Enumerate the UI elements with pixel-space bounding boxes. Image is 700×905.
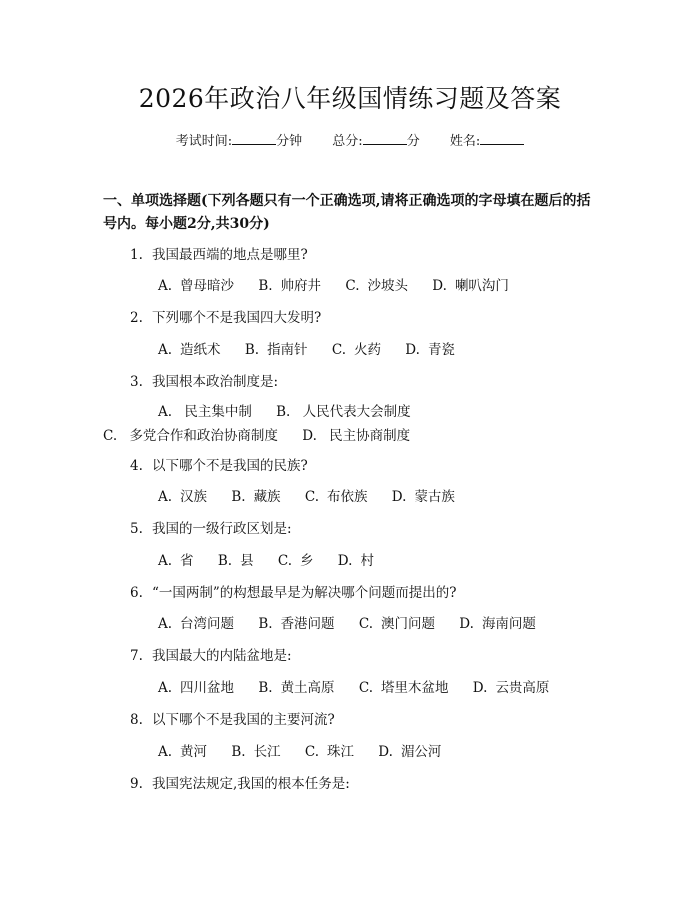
question — [130, 456, 308, 476]
option-b: B. 帅府井 — [258, 278, 322, 294]
question — [130, 774, 350, 794]
name-blank — [480, 132, 524, 145]
option-a: A. 民主集中制 — [158, 404, 252, 420]
option-a: A. 省 — [158, 553, 194, 569]
option-a: A. 台湾问题 — [158, 616, 235, 632]
option-b: B. 香港问题 — [258, 616, 335, 632]
question — [130, 245, 308, 265]
option-c: C. 澳门问题 — [358, 616, 435, 632]
option-d: D. 海南问题 — [459, 616, 536, 632]
question-number: 5. — [130, 521, 143, 537]
question-number: 8. — [130, 712, 143, 728]
score-unit: 分 — [406, 134, 420, 149]
question — [130, 646, 292, 666]
question-text: 以下哪个不是我国的民族? — [152, 458, 308, 474]
time-blank — [232, 132, 276, 145]
section-heading: 一、单项选择题(下列各题只有一个正确选项,请将正确选项的字母填在题后的括号内。每小题2分,共30分) — [103, 193, 591, 232]
option-d: D. 云贵高原 — [472, 680, 550, 696]
question — [130, 519, 292, 539]
question-text: “一国两制”的构想最早是为解决哪个问题而提出的? — [152, 585, 457, 601]
question-text: 下列哪个不是我国四大发明? — [152, 310, 322, 326]
score-label: 总分: — [332, 134, 363, 149]
option-a: A. 汉族 — [158, 489, 208, 505]
option-a: A. 四川盆地 — [158, 680, 235, 696]
option-d: D. 喇叭沟门 — [432, 278, 509, 294]
question — [130, 308, 321, 328]
question-text: 我国宪法规定,我国的根本任务是: — [152, 776, 350, 792]
option-b: B. 黄土高原 — [258, 680, 335, 696]
question-number: 7. — [130, 648, 143, 664]
option-d: D. 村 — [337, 553, 374, 569]
option-list — [103, 400, 603, 448]
time-label: 考试时间: — [175, 134, 233, 149]
page-title: 2026年政治八年级国情练习题及答案 — [138, 84, 562, 113]
option-c: C. 塔里木盆地 — [358, 680, 449, 696]
question-text: 以下哪个不是我国的主要河流? — [152, 712, 335, 728]
option-c: C. 火药 — [331, 342, 381, 358]
option-list — [158, 678, 569, 698]
option-list — [158, 551, 394, 571]
option-b: B. 人民代表大会制度 — [276, 404, 411, 420]
option-c: C. 珠江 — [304, 744, 354, 760]
option-d: D. 青瓷 — [405, 342, 455, 358]
option-b: B. 藏族 — [231, 489, 281, 505]
option-list — [158, 487, 475, 507]
question-number: 6. — [130, 585, 143, 601]
question-text: 我国最大的内陆盆地是: — [152, 648, 292, 664]
question — [130, 710, 335, 730]
exam-time — [176, 132, 302, 152]
option-c: C. 多党合作和政治协商制度 — [103, 428, 278, 444]
option-list — [158, 614, 556, 634]
time-unit: 分钟 — [276, 134, 303, 149]
question — [130, 372, 278, 392]
option-b: B. 长江 — [231, 744, 281, 760]
option-c: C. 乡 — [277, 553, 314, 569]
name-label: 姓名: — [449, 134, 481, 149]
option-a: A. 曾母暗沙 — [158, 278, 235, 294]
question-text: 我国的一级行政区划是: — [152, 521, 292, 537]
exam-meta — [0, 132, 700, 152]
question-number: 3. — [130, 374, 143, 390]
option-b: B. 指南针 — [244, 342, 308, 358]
question-text: 我国最西端的地点是哪里? — [152, 247, 308, 263]
student-name — [450, 132, 524, 152]
question-number: 9. — [130, 776, 143, 792]
option-c: C. 沙坡头 — [345, 278, 408, 294]
option-list — [158, 742, 461, 762]
question — [130, 583, 457, 603]
total-score — [332, 132, 419, 152]
option-a: A. 黄河 — [158, 744, 208, 760]
option-d: D. 民主协商制度 — [302, 428, 411, 444]
option-d: D. 湄公河 — [378, 744, 442, 760]
option-d: D. 蒙古族 — [391, 489, 455, 505]
question-number: 1. — [130, 247, 143, 263]
question-text: 我国根本政治制度是: — [152, 374, 279, 390]
option-list — [158, 276, 529, 296]
option-a: A. 造纸术 — [158, 342, 221, 358]
option-list — [158, 340, 475, 360]
score-blank — [363, 132, 407, 145]
question-number: 4. — [130, 458, 143, 474]
question-number: 2. — [130, 310, 143, 326]
option-c: C. 布依族 — [304, 489, 368, 505]
option-b: B. 县 — [217, 553, 254, 569]
